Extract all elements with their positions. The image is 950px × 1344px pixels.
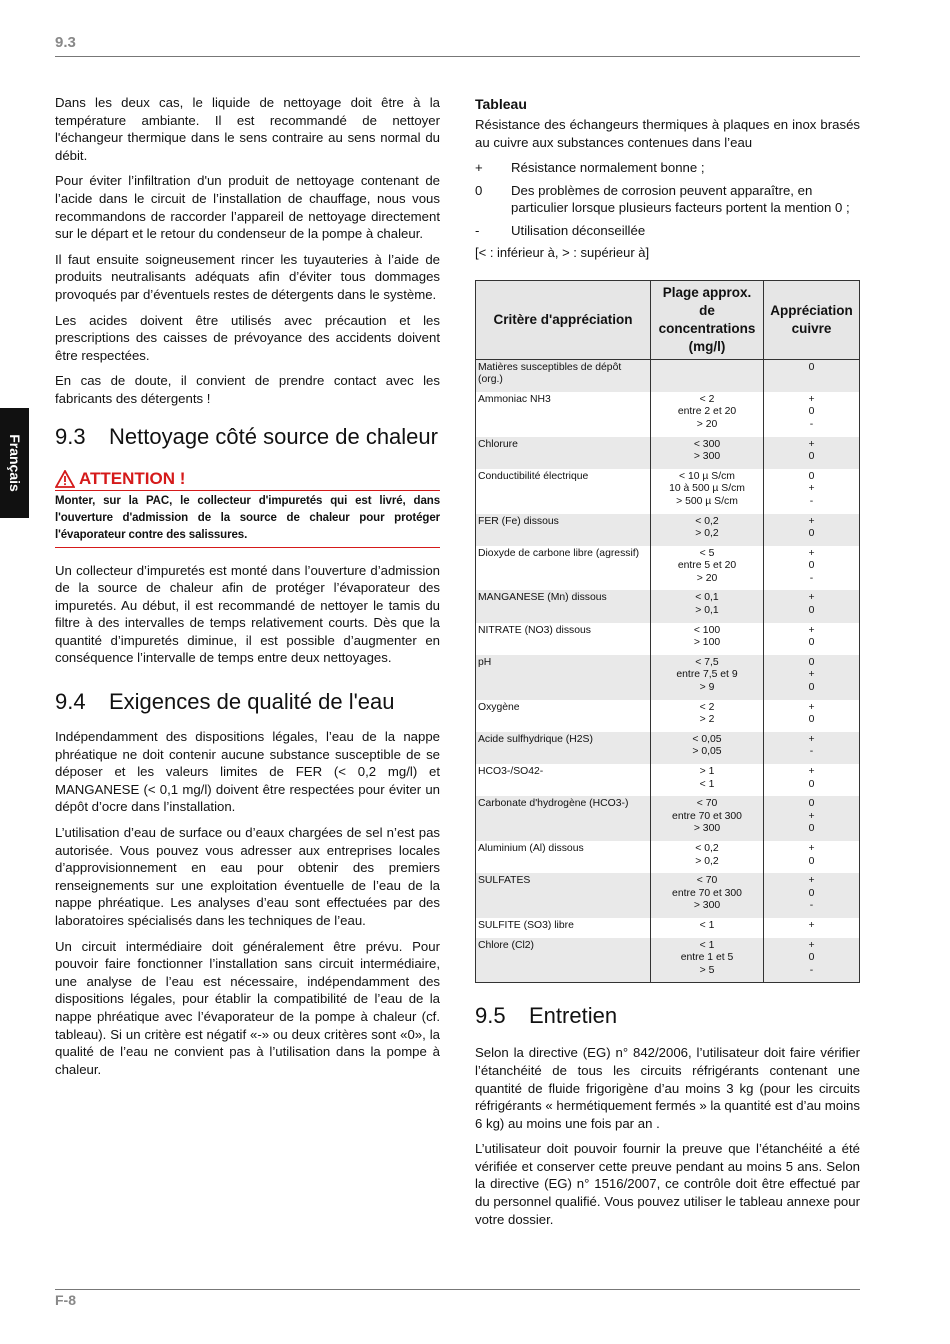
criterion-cell: MANGANESE (Mn) dissous bbox=[476, 590, 651, 622]
rating-value: + bbox=[808, 919, 815, 931]
range-value: entre 2 et 20 bbox=[677, 406, 737, 418]
range-value: > 0,2 bbox=[695, 528, 719, 540]
rating-cell bbox=[764, 700, 860, 732]
rating-value: 0 bbox=[808, 798, 815, 810]
section-9-4-paragraph: L’utilisation d’eau de surface ou d’eaux chargées de sel n’est pas autorisée. Vous pouvez vous adresser aux entreprises locales d’approvisionnement en eau pour obtenir des premiers renseignements sur une exploitation éventuelle de l’eau de la nappe phréatique. Les analyses d’eau sont effectuées par des laboratoires spécialisés dans les techniques de l’eau. bbox=[55, 825, 440, 928]
range-cell bbox=[651, 796, 764, 841]
rating-value: + bbox=[808, 766, 815, 777]
criterion-cell: Matières susceptibles de dépôt (org.) bbox=[476, 359, 651, 392]
footer-rule bbox=[55, 1289, 860, 1290]
range-value: < 1 bbox=[699, 939, 715, 951]
range-cell bbox=[651, 590, 764, 622]
legend-item bbox=[475, 159, 860, 177]
criterion-cell: HCO3-/SO42- bbox=[476, 764, 651, 796]
range-value: > 300 bbox=[693, 823, 721, 835]
range-value: > 100 bbox=[693, 637, 721, 649]
range-cell bbox=[651, 938, 764, 983]
criterion-cell: Carbonate d'hydrogène (HCO3-) bbox=[476, 796, 651, 841]
legend-note: [< : inférieur à, > : supérieur à] bbox=[475, 244, 650, 260]
criterion-cell: Chlorure bbox=[476, 437, 651, 469]
legend-symbol: + bbox=[475, 160, 483, 176]
rating-value: - bbox=[809, 746, 814, 758]
tableau-description: Résistance des échangeurs thermiques à plaques en inox brasés au cuivre aux substances contenues dans l’eau bbox=[475, 117, 860, 150]
rating-value: 0 bbox=[808, 637, 815, 649]
intro-paragraph: En cas de doute, il convient de prendre contact avec les fabricants des détergents ! bbox=[55, 373, 440, 406]
range-value: > 300 bbox=[693, 451, 721, 463]
range-value: entre 5 et 20 bbox=[677, 560, 737, 572]
table-row bbox=[476, 764, 860, 796]
attention-rule bbox=[55, 547, 440, 548]
range-value: < 2 bbox=[699, 393, 715, 405]
criterion-cell: FER (Fe) dissous bbox=[476, 514, 651, 546]
rating-value: + bbox=[808, 624, 815, 636]
range-value: > 0,05 bbox=[692, 746, 722, 758]
table-body bbox=[476, 359, 860, 983]
range-value: < 0,2 bbox=[695, 842, 719, 854]
section-9-4-heading bbox=[55, 687, 440, 716]
range-value: < 1 bbox=[699, 919, 715, 931]
criterion-cell: NITRATE (NO3) dissous bbox=[476, 623, 651, 655]
right-column bbox=[475, 94, 860, 1236]
section-number: 9.4 bbox=[55, 689, 86, 715]
table-row bbox=[476, 700, 860, 732]
rating-value: + bbox=[808, 669, 815, 681]
range-value: > 9 bbox=[699, 682, 715, 694]
rating-value: + bbox=[808, 810, 815, 822]
range-value: 10 à 500 µ S/cm bbox=[669, 483, 745, 495]
rating-value: 0 bbox=[808, 560, 815, 572]
rating-cell bbox=[764, 437, 860, 469]
rating-cell bbox=[764, 546, 860, 591]
warning-triangle-icon bbox=[55, 470, 75, 488]
language-tab-label: Français bbox=[6, 434, 23, 492]
range-cell bbox=[651, 873, 764, 918]
range-value: entre 7,5 et 9 bbox=[676, 669, 738, 681]
range-value: entre 70 et 300 bbox=[672, 810, 742, 822]
language-tab bbox=[0, 408, 29, 518]
range-value: < 2 bbox=[699, 701, 715, 713]
range-value: entre 1 et 5 bbox=[680, 952, 734, 964]
rating-value: - bbox=[809, 495, 814, 507]
table-row bbox=[476, 437, 860, 469]
table-row bbox=[476, 841, 860, 873]
table-row bbox=[476, 655, 860, 700]
range-value: > 300 bbox=[693, 900, 721, 912]
section-number: 9.5 bbox=[475, 1003, 506, 1029]
range-value: > 5 bbox=[699, 964, 715, 976]
section-9-5-paragraph: L’utilisateur doit pouvoir fournir la preuve que l’étanchéité a été vérifiée et conserver cette preuve pendant au moins 5 ans. Selon la directive (EG) n° 1516/2007, ce contrôle doit être effectué par du personnel qualifié. Vous pouvez utiliser le tableau annexe pour votre dossier. bbox=[475, 1141, 860, 1227]
criterion-cell: Aluminium (Al) dissous bbox=[476, 841, 651, 873]
section-9-3-paragraph: Un collecteur d’impuretés est monté dans l’ouverture d’admission de la source de chaleur afin de protéger l’évaporateur des impuretés. Au début, il est recommandé de nettoyer le tamis du filtre à des intervalles de temps relativement courts. Dès que la quantité d’impuretés diminue, il est possible d’augmenter en conséquence l’intervalle de temps entre deux nettoyages. bbox=[55, 562, 440, 666]
criterion-cell: SULFATES bbox=[476, 873, 651, 918]
range-value: > 1 bbox=[699, 766, 715, 777]
rating-cell bbox=[764, 796, 860, 841]
rating-value: 0 bbox=[808, 470, 815, 482]
rating-value: 0 bbox=[808, 528, 815, 540]
rating-value: 0 bbox=[808, 823, 815, 835]
criterion-cell: Acide sulfhydrique (H2S) bbox=[476, 732, 651, 764]
range-value: > 2 bbox=[699, 714, 715, 726]
table-row bbox=[476, 623, 860, 655]
table-row bbox=[476, 796, 860, 841]
left-column bbox=[55, 94, 440, 1086]
table-row bbox=[476, 732, 860, 764]
section-title: Exigences de qualité de l'eau bbox=[109, 689, 395, 715]
rating-value: + bbox=[808, 393, 815, 405]
attention-rule bbox=[55, 490, 440, 491]
criterion-cell: Oxygène bbox=[476, 700, 651, 732]
table-row bbox=[476, 469, 860, 514]
rating-cell bbox=[764, 655, 860, 700]
attention-label: ATTENTION ! bbox=[79, 468, 186, 488]
rating-value: 0 bbox=[808, 605, 815, 617]
criterion-cell: Chlore (Cl2) bbox=[476, 938, 651, 983]
range-cell bbox=[651, 655, 764, 700]
intro-paragraph: Pour éviter l’infiltration d'un produit de nettoyage contenant de l’acide dans le circuit de l’installation de chauffage, nous vous recommandons de raccorder l’appareil de nettoyage directement sur le départ et le retour du condenseur de la pompe à chaleur. bbox=[55, 173, 440, 242]
table-row bbox=[476, 938, 860, 983]
range-value: > 0,2 bbox=[695, 855, 719, 867]
rating-value: 0 bbox=[808, 682, 815, 694]
water-quality-table bbox=[475, 280, 860, 984]
range-value: < 70 bbox=[696, 875, 718, 887]
attention-header bbox=[55, 469, 440, 489]
table-header: Appréciation cuivre bbox=[764, 280, 860, 359]
legend-text: Des problèmes de corrosion peuvent apparaître, en particulier lorsque plusieurs facteurs portent la mention 0 ; bbox=[511, 182, 850, 216]
legend-item bbox=[475, 182, 860, 217]
rating-cell bbox=[764, 469, 860, 514]
legend-text: Utilisation déconseillée bbox=[511, 222, 646, 238]
range-value: < 300 bbox=[693, 438, 721, 450]
range-value: entre 70 et 300 bbox=[672, 887, 742, 899]
rating-cell bbox=[764, 514, 860, 546]
rating-cell bbox=[764, 623, 860, 655]
rating-cell bbox=[764, 938, 860, 983]
range-cell bbox=[651, 841, 764, 873]
range-cell bbox=[651, 918, 764, 938]
legend-symbol: - bbox=[475, 222, 480, 238]
rating-value: - bbox=[809, 572, 814, 584]
table-header-row bbox=[476, 280, 860, 359]
table-header: Plage approx. de concentrations (mg/l) bbox=[651, 280, 764, 359]
table-row bbox=[476, 873, 860, 918]
rating-value: 0 bbox=[808, 855, 815, 867]
range-value: < 0,1 bbox=[695, 592, 719, 604]
rating-value: + bbox=[808, 842, 815, 854]
range-value: > 20 bbox=[696, 418, 718, 430]
table-row bbox=[476, 546, 860, 591]
rating-value: 0 bbox=[808, 952, 815, 964]
section-9-4-paragraph: Indépendamment des dispositions légales, l’eau de la nappe phréatique ne doit contenir aucune substance susceptible de se déposer et les valeurs limites de FER (< 0,2 mg/l) et MANGANESE (< 0,1 mg/l) doivent être respectées pour éviter un dépôt d’ocre dans l’installation. bbox=[55, 729, 440, 815]
legend-item bbox=[475, 222, 860, 240]
header-section-number: 9.3 bbox=[55, 34, 76, 51]
rating-value: + bbox=[808, 592, 815, 604]
rating-cell bbox=[764, 359, 860, 392]
criterion-cell: Dioxyde de carbone libre (agressif) bbox=[476, 546, 651, 591]
range-cell bbox=[651, 392, 764, 437]
range-value bbox=[653, 362, 761, 375]
table-header: Critère d'appréciation bbox=[476, 280, 651, 359]
section-title: Entretien bbox=[529, 1003, 618, 1029]
range-value: > 0,1 bbox=[695, 605, 719, 617]
intro-paragraph: Dans les deux cas, le liquide de nettoyage doit être à la température ambiante. Il est recommandé de nettoyer l'échangeur thermique dans le sens contraire au sens normal du débit. bbox=[55, 95, 440, 163]
attention-box bbox=[55, 469, 440, 548]
rating-value: + bbox=[808, 875, 815, 887]
section-9-4-paragraph: Un circuit intermédiaire doit généralement être prévu. Pour pouvoir faire fonctionner l’installation sans circuit intermédiaire, une analyse de l’eau est nécessaire, indépendamment des dispositions légales, pour établir la compatibilité de l’eau de la nappe phréatique avec l’évaporateur de la pompe à chaleur (cf. tableau). Si un critère est négatif «-» ou deux critères sont «0», la qualité de l’eau ne convient pas à l’utilisation dans la pompe à chaleur. bbox=[55, 938, 440, 1077]
range-cell bbox=[651, 623, 764, 655]
range-value: < 7,5 bbox=[695, 656, 719, 668]
legend-symbol: 0 bbox=[475, 182, 483, 198]
range-cell bbox=[651, 514, 764, 546]
rating-cell bbox=[764, 918, 860, 938]
range-cell bbox=[651, 437, 764, 469]
rating-cell bbox=[764, 873, 860, 918]
table-row bbox=[476, 590, 860, 622]
range-value: < 5 bbox=[699, 547, 715, 559]
rating-cell bbox=[764, 841, 860, 873]
rating-cell bbox=[764, 590, 860, 622]
rating-cell bbox=[764, 392, 860, 437]
footer-page-number: F-8 bbox=[55, 1292, 76, 1308]
rating-value: + bbox=[808, 438, 815, 450]
range-value: < 1 bbox=[699, 778, 715, 790]
rating-value: + bbox=[808, 733, 815, 745]
table-row bbox=[476, 392, 860, 437]
tableau-title: Tableau bbox=[475, 96, 527, 112]
rating-value: 0 bbox=[808, 714, 815, 726]
rating-cell bbox=[764, 764, 860, 796]
section-9-3-heading bbox=[55, 422, 440, 451]
range-value: < 10 µ S/cm bbox=[679, 470, 735, 482]
rating-value: - bbox=[809, 418, 814, 430]
rating-value: 0 bbox=[808, 406, 815, 418]
attention-text: Monter, sur la PAC, le collecteur d'impuretés qui est livré, dans l'ouverture d'admission de la source de chaleur pour protéger l'évaporateur contre des salissures. bbox=[55, 494, 440, 541]
range-value: > 500 µ S/cm bbox=[676, 495, 738, 507]
header-rule bbox=[55, 56, 860, 57]
range-cell bbox=[651, 700, 764, 732]
range-cell bbox=[651, 546, 764, 591]
range-value: < 100 bbox=[693, 624, 721, 636]
range-cell bbox=[651, 732, 764, 764]
rating-value: 0 bbox=[808, 656, 815, 668]
rating-value: 0 bbox=[808, 887, 815, 899]
section-9-5-heading bbox=[475, 1001, 860, 1030]
rating-value: + bbox=[808, 547, 815, 559]
intro-paragraph: Il faut ensuite soigneusement rincer les tuyauteries à l’aide de produits neutralisants adéquats afin d’éviter tous dommages provoqués par d’éventuels restes de détergents dans le système. bbox=[55, 251, 440, 302]
range-value: < 70 bbox=[696, 798, 718, 810]
criterion-cell: Conductibilité électrique bbox=[476, 469, 651, 514]
table-row bbox=[476, 514, 860, 546]
range-cell bbox=[651, 469, 764, 514]
section-9-5-paragraph: Selon la directive (EG) n° 842/2006, l’utilisateur doit faire vérifier l’étanchéité de tous les circuits réfrigérants contenant une quantité de fluide frigorigène d’au moins 3 kg (pour les circuits réfrigérants « hermétiquement fermés » la quantité est d’au moins 6 kg) au moins une fois par an . bbox=[475, 1045, 860, 1131]
rating-value: 0 bbox=[808, 451, 815, 463]
section-number: 9.3 bbox=[55, 423, 86, 449]
section-title: Nettoyage côté source de chaleur bbox=[109, 423, 438, 449]
rating-value: + bbox=[808, 939, 815, 951]
intro-paragraph: Les acides doivent être utilisés avec précaution et les prescriptions des caisses de prévoyance des accidents doivent être respectées. bbox=[55, 312, 440, 363]
rating-cell bbox=[764, 732, 860, 764]
table-row bbox=[476, 918, 860, 938]
rating-value: + bbox=[808, 483, 815, 495]
range-value: > 20 bbox=[696, 572, 718, 584]
legend-text: Résistance normalement bonne ; bbox=[511, 160, 705, 176]
rating-value: + bbox=[808, 515, 815, 527]
rating-value: - bbox=[809, 900, 814, 912]
range-value: < 0,2 bbox=[695, 515, 719, 527]
rating-value: 0 bbox=[808, 778, 815, 790]
range-value: < 0,05 bbox=[692, 733, 722, 745]
rating-value: 0 bbox=[808, 361, 815, 373]
criterion-cell: Ammoniac NH3 bbox=[476, 392, 651, 437]
criterion-cell: pH bbox=[476, 655, 651, 700]
criterion-cell: SULFITE (SO3) libre bbox=[476, 918, 651, 938]
range-cell bbox=[651, 764, 764, 796]
range-cell bbox=[651, 359, 764, 392]
rating-value: + bbox=[808, 701, 815, 713]
table-row bbox=[476, 359, 860, 392]
rating-value: - bbox=[809, 964, 814, 976]
